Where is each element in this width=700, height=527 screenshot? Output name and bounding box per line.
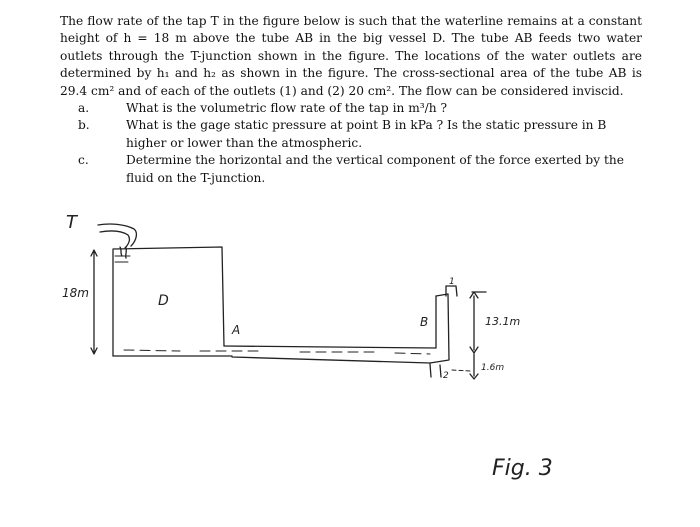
- h1-label: 13.1m: [485, 315, 521, 328]
- outlet-1-label: 1: [449, 277, 455, 287]
- tube-top-dashes: [124, 350, 430, 354]
- dim-13-1m: [470, 292, 486, 353]
- outlet-2: [430, 364, 441, 377]
- figure-caption: Fig. 3: [492, 456, 553, 481]
- height-label: 18m: [62, 286, 89, 300]
- tap-pipe: [98, 224, 136, 248]
- question-label: c.: [78, 153, 89, 168]
- question-text: Determine the horizontal and the vertical component of the force exerted by the fluid on the T-junction.: [126, 153, 624, 185]
- question-text: What is the volumetric flow rate of the tap in m³/h ?: [126, 101, 448, 116]
- dim-18m: [91, 250, 97, 354]
- outlet-2-label: 2: [443, 371, 449, 381]
- tube-ab: [224, 294, 449, 363]
- question-text: What is the gage static pressure at point B in kPa ? Is the static pressure in B higher or lower than the atmospheric.: [126, 118, 607, 150]
- question-label: b.: [78, 118, 90, 133]
- problem-intro: The flow rate of the tap T in the figure below is such that the waterline remains at a constant height of h = 18 m above the tube AB in the big vessel D. The tube AB feeds two water outlets through the T-junction shown in the figure. The locations of the water outlets are determined by h₁ and h₂ as shown in the figure. The cross-sectional area of the tube AB is 29.4 cm² and of each of the outlets (1) and (2) 20 cm². The flow can be considered inviscid.: [60, 14, 642, 98]
- dim-1-6m: [470, 354, 478, 379]
- question-label: a.: [78, 101, 90, 116]
- tube-bottom: [113, 356, 430, 363]
- tap-label: T: [66, 212, 77, 233]
- point-b-label: B: [420, 315, 429, 329]
- h2-label: 1.6m: [481, 363, 505, 373]
- outlet-1: [436, 286, 457, 296]
- vessel-label: D: [158, 293, 169, 309]
- waterline: [115, 256, 130, 262]
- point-a-label: A: [232, 323, 241, 337]
- h-ground-dashes: [452, 370, 470, 371]
